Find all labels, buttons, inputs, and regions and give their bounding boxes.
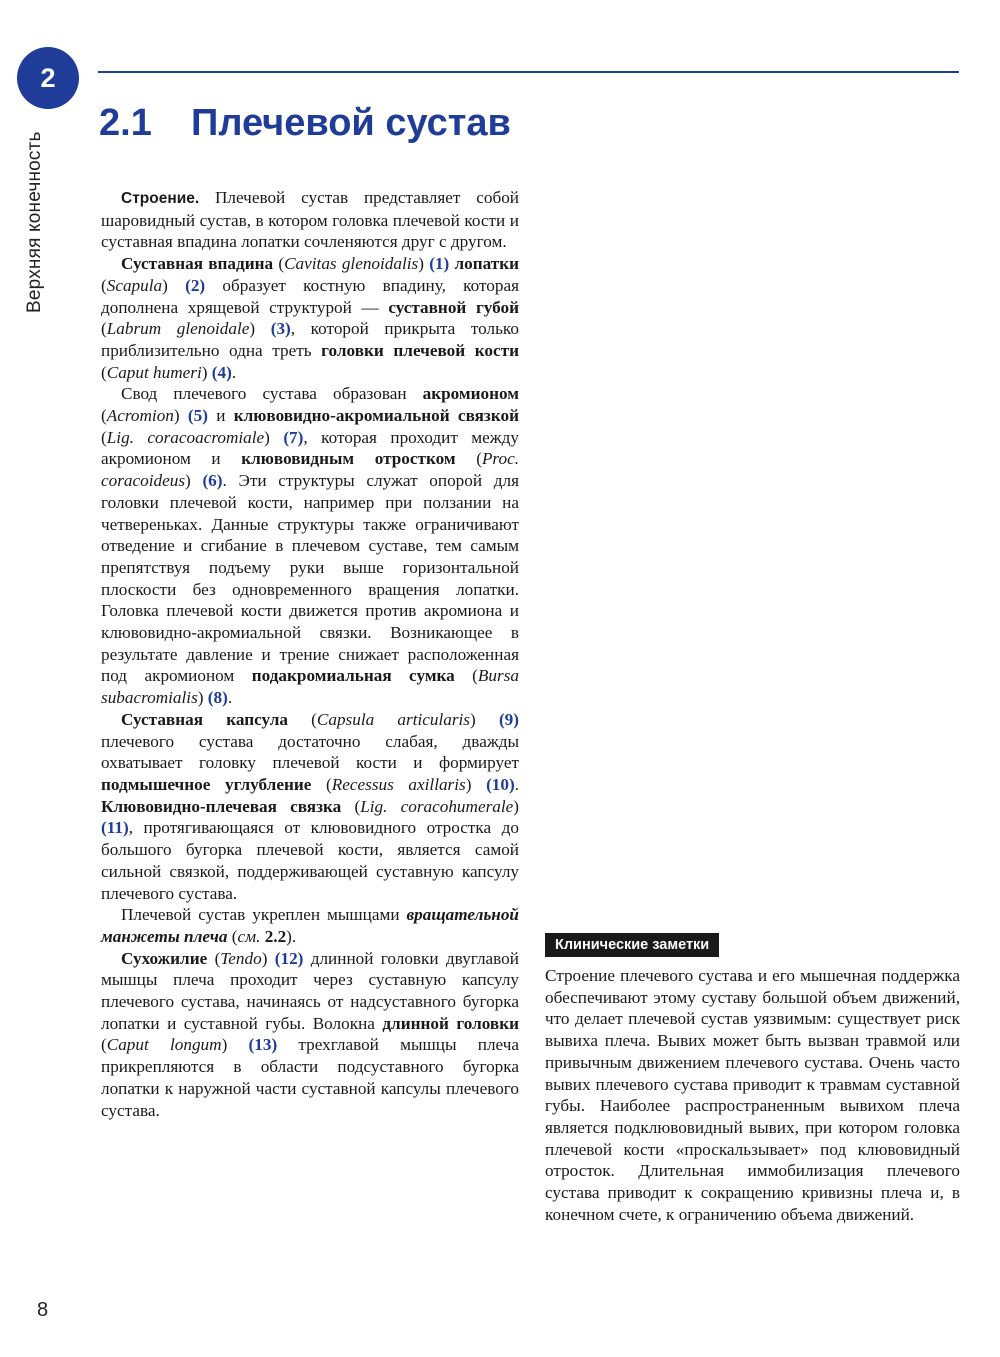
bold-term: длинной головки <box>382 1013 519 1033</box>
text-run: ) <box>197 688 208 708</box>
latin-term: Scapula <box>106 275 163 295</box>
text-run: ) <box>465 774 487 794</box>
bold-term: акромионом <box>422 384 519 404</box>
figure-reference: (2) <box>185 275 206 295</box>
bold-term: подакромиальная сумка <box>251 666 455 686</box>
latin-term: Bursa subacromialis <box>101 666 519 708</box>
text-run: . <box>231 362 237 382</box>
bold-term: клювовидно-акромиальной связкой <box>233 406 519 426</box>
text-run: ( <box>101 362 107 382</box>
text-run: , протягивающаяся от клювовидного отростка до большого бугорка плечевой кости, является самой сильной связкой, поддерживающей суставную капсулу плечевого сустава. <box>101 818 519 903</box>
figure-reference: (4) <box>211 362 232 382</box>
text-run: ( <box>227 926 238 946</box>
emphasis-term: вращательной манжеты плеча <box>101 905 519 946</box>
body-paragraph <box>101 187 519 253</box>
bold-term: головки плечевой кости <box>321 340 519 360</box>
text-run: ( <box>101 406 107 426</box>
bold-term: Суставная впадина <box>121 254 274 274</box>
text-run: Плечевой сустав укреплен мышцами <box>121 905 407 925</box>
bold-term: клювовидным отростком <box>241 449 456 469</box>
figure-reference: (12) <box>274 948 304 968</box>
latin-term: Proc. coracoideus <box>101 449 520 491</box>
figure-reference: (7) <box>283 427 304 447</box>
page-number: 8 <box>37 1299 49 1321</box>
text-run: ( <box>454 666 478 686</box>
text-run: . <box>227 688 233 708</box>
latin-term: Caput longum <box>106 1035 222 1055</box>
text-run: ) <box>470 709 499 729</box>
figure-reference: (5) <box>187 406 208 426</box>
latin-term: см. <box>237 926 261 946</box>
clinical-notes-heading: Клинические заметки <box>545 933 719 957</box>
figure-reference: (10) <box>486 774 515 794</box>
section-number: 2.1 <box>99 102 152 144</box>
text-run: ( <box>101 275 107 295</box>
text-run: ) <box>201 362 212 382</box>
figure-reference: (6) <box>202 471 223 491</box>
section-title-text: Плечевой сустав <box>191 102 511 144</box>
text-run: и <box>207 406 234 426</box>
text-run: ( <box>101 1035 107 1055</box>
bold-term: Суставная капсула <box>121 709 288 729</box>
bold-term: суставной губой <box>388 297 520 317</box>
text-run: ( <box>341 796 361 816</box>
text-run: ) <box>249 319 271 339</box>
latin-term: Lig. coracohumerale <box>360 796 514 816</box>
text-run: плечевого сустава достаточно слабая, дважды охватывает головку плечевой кости и формирует <box>101 731 519 773</box>
chapter-side-label: Верхняя конечность <box>24 131 45 313</box>
text-run: Свод плечевого сустава образован <box>121 384 423 404</box>
latin-term: Acromion <box>106 406 174 426</box>
clinical-notes-text: Строение плечевого сустава и его мышечная поддержка обеспечивают этому суставу большой объем движений, что делает плечевой сустав уязвимым: существует риск вывиха плеча. Вывих может быть вызван травмой или привычным движением плечевого сустава. Очень часто вывих плечевого сустава приводит к травмам суставной губы. Наиболее распространенным вывихом плеча является подклювовидный вывих, при котором головка плечевой кости «проскальзывает» под клювовидный отросток. Длительная иммобилизация плечевого сустава приводит к сокращению кривизны плеча и, в конечном счете, к ограничению объема движений. <box>545 966 960 1224</box>
text-run: длинной головки двуглавой мышцы плеча проходит через суставную капсулу плечевого сустава, начинаясь от надсуставного бугорка лопатки и суставной губы. Волокна <box>101 948 519 1033</box>
figure-reference: (11) <box>101 818 129 838</box>
body-paragraph <box>101 904 519 947</box>
text-run: ( <box>273 254 285 274</box>
body-paragraph <box>101 383 519 709</box>
body-paragraph <box>101 709 519 904</box>
text-run: ) <box>264 427 284 447</box>
text-run: ) <box>261 948 275 968</box>
text-run: ) <box>513 796 519 816</box>
text-run: ( <box>101 427 107 447</box>
section-title <box>99 102 511 145</box>
text-run: , которой прикрыта только приблизительно одна треть <box>101 319 520 360</box>
lead-term: Строение. <box>121 190 200 207</box>
text-run: ) <box>173 406 188 426</box>
figure-reference: (8) <box>207 688 228 708</box>
latin-term: Lig. coracoacromiale <box>106 427 265 447</box>
bold-term: Клювовидно-плечевая связка <box>101 796 342 816</box>
chapter-number-badge: 2 <box>17 47 79 109</box>
text-run: . Эти структуры служат опорой для головки плечевой кости, например при ползании на четвереньках. Данные структуры также ограничивают отведение и сгибание в плечевом суставе, тем самым препятствуя подъему руки выше горизонтальной плоскости без одновременного вращения лопатки. Головка плечевой кости движется против акромиона и клювовидно-акромиальной связки. Возникающее в результате давление и трение снижает расположенная под акромионом <box>101 471 519 686</box>
header-rule <box>98 71 959 73</box>
latin-term: Cavitas glenoidalis <box>284 254 419 274</box>
bold-term: подмышечное углубление <box>101 774 312 794</box>
body-paragraph <box>101 948 519 1122</box>
text-run: , которая проходит между акромионом и <box>101 427 519 469</box>
figure-reference: (3) <box>270 319 291 339</box>
text-run: ( <box>207 948 221 968</box>
text-run: . <box>514 774 520 794</box>
figure-reference: (9) <box>498 709 519 729</box>
text-run: ) <box>162 275 186 295</box>
latin-term: Caput humeri <box>106 362 202 382</box>
body-paragraph <box>101 253 519 383</box>
latin-term: Capsula articularis <box>316 709 470 729</box>
text-run: ( <box>455 449 482 469</box>
latin-term: Recessus axillaris <box>331 774 466 794</box>
text-run: ) <box>185 471 203 491</box>
text-run: ). <box>286 926 297 946</box>
text-run: Плечевой сустав представляет собой шаровидный сустав, в котором головка плечевой кости и суставная впадина лопатки сочленяются друг с другом. <box>101 188 519 252</box>
text-run: ) <box>221 1035 249 1055</box>
text-run: образует костную впадину, которая дополнена хрящевой структурой — <box>101 275 519 317</box>
text-run: трехглавой мышцы плеча прикрепляются в области подсуставного бугорка лопатки к наружной части суставной капсулы плечевого сустава. <box>101 1035 520 1120</box>
text-run: ) <box>418 254 430 274</box>
figure-reference: (13) <box>248 1035 278 1055</box>
text-run: ( <box>311 774 332 794</box>
figure-reference: (1) <box>429 254 450 274</box>
latin-term: Tendo <box>220 948 262 968</box>
bold-term: лопатки <box>454 254 520 274</box>
text-run: ( <box>287 709 317 729</box>
bold-term: 2.2 <box>264 926 287 946</box>
latin-term: Labrum glenoidale <box>106 319 250 339</box>
bold-term: Сухожилие <box>121 948 208 968</box>
main-text-column <box>101 187 519 1121</box>
text-run: ( <box>101 319 107 339</box>
